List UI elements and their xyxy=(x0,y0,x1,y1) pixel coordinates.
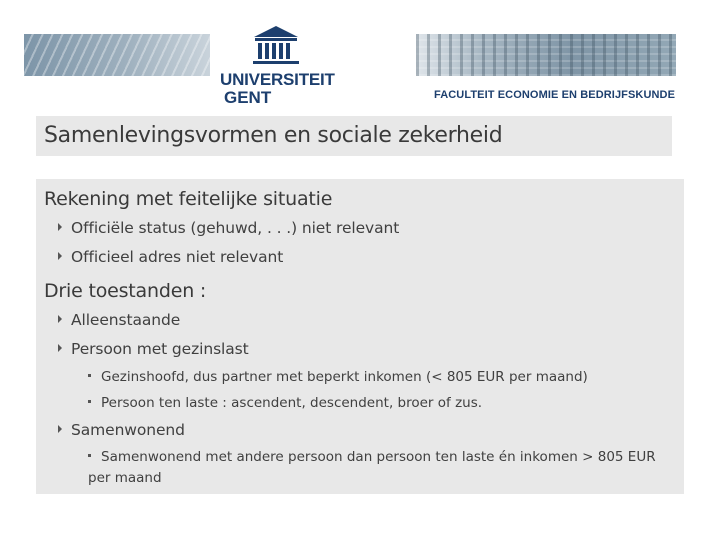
bullet-item: Officiële status (gehuwd, . . .) niet relevant xyxy=(58,219,399,237)
bullet-item: Officieel adres niet relevant xyxy=(58,248,283,266)
faculty-name: FACULTEIT ECONOMIE EN BEDRIJFSKUNDE xyxy=(434,89,676,101)
bullet-item: Samenwonend xyxy=(58,421,185,439)
bullet-item: Persoon met gezinslast xyxy=(58,340,249,358)
triangle-bullet-icon xyxy=(58,252,62,260)
slide-title: Samenlevingsvormen en sociale zekerheid xyxy=(44,123,503,148)
section-heading: Rekening met feitelijke situatie xyxy=(44,188,333,210)
square-bullet-icon xyxy=(88,400,91,403)
sub-bullet-item: Gezinshoofd, dus partner met beperkt inkomen (< 805 EUR per maand) xyxy=(88,367,678,388)
bullet-item: Alleenstaande xyxy=(58,311,180,329)
sub-bullet-item: Samenwonend met andere persoon dan persoon ten laste én inkomen > 805 EUR per maand xyxy=(88,449,656,486)
university-logo xyxy=(220,24,335,108)
slide-title-bar xyxy=(36,116,672,156)
logo-text-universiteit: UNIVERSITEIT xyxy=(220,70,335,89)
header-banner-right xyxy=(416,34,676,76)
header-banner-left xyxy=(24,34,210,76)
square-bullet-icon xyxy=(88,374,91,377)
triangle-bullet-icon xyxy=(58,425,62,433)
triangle-bullet-icon xyxy=(58,315,62,323)
section-heading: Drie toestanden : xyxy=(44,280,207,302)
square-bullet-icon xyxy=(88,454,91,457)
triangle-bullet-icon xyxy=(58,223,62,231)
building-icon xyxy=(250,24,302,68)
slide-content xyxy=(36,179,684,494)
logo-text-gent: GENT xyxy=(224,88,272,107)
sub-bullet-item: Persoon ten laste : ascendent, descendent, broer of zus. xyxy=(88,393,678,414)
triangle-bullet-icon xyxy=(58,344,62,352)
